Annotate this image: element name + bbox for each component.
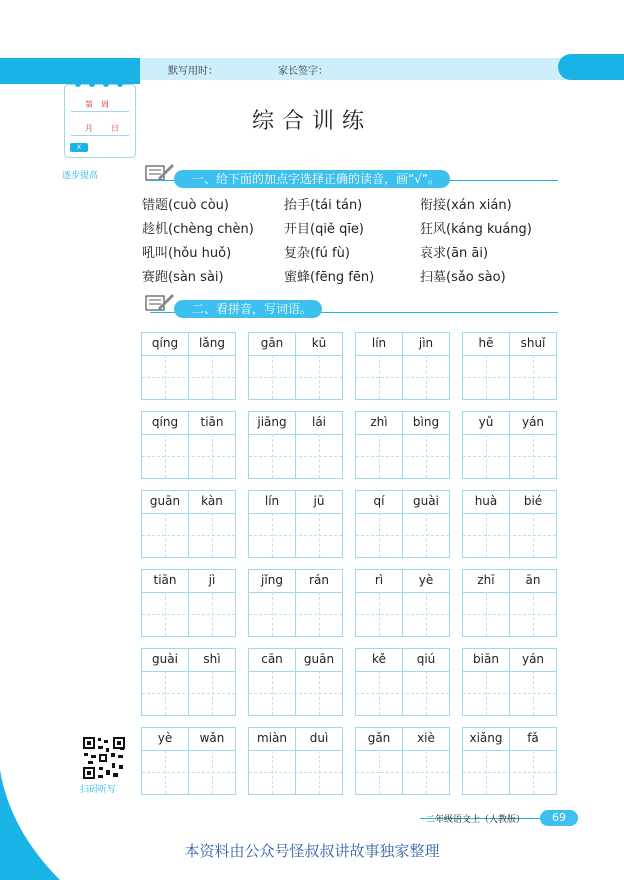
- pinyin-syllable: guān: [149, 494, 181, 508]
- grid-line: [142, 693, 235, 694]
- writing-box[interactable]: [141, 648, 236, 716]
- pinyin-syllable: jǐng: [261, 573, 283, 587]
- grid-line: [272, 355, 273, 399]
- writing-box[interactable]: [248, 490, 343, 558]
- reading-choice[interactable]: 抬手(tái tán): [284, 198, 363, 213]
- grid-line: [142, 456, 235, 457]
- grid-line: [379, 434, 380, 478]
- grid-line: [142, 772, 235, 773]
- pinyin-syllable: bìng: [412, 415, 440, 429]
- corner-decoration: [0, 770, 60, 880]
- ring-icon: [89, 81, 95, 87]
- grid-line: [356, 456, 449, 457]
- pinyin-syllable: qí: [373, 494, 385, 508]
- pinyin-syllable: kū: [311, 336, 327, 350]
- writing-box[interactable]: [355, 411, 450, 479]
- grid-line: [486, 671, 487, 715]
- qr-label: 扫码听写: [80, 785, 117, 795]
- grid-line: [319, 434, 320, 478]
- grid-line: [356, 614, 449, 615]
- grid-line: [426, 355, 427, 399]
- pinyin-syllable: guān: [303, 652, 335, 666]
- writing-box[interactable]: [141, 569, 236, 637]
- writing-box[interactable]: [248, 569, 343, 637]
- pinyin-syllable: miàn: [257, 731, 287, 745]
- pinyin-syllable: yán: [521, 652, 545, 666]
- grid-line: [272, 592, 273, 636]
- pinyin-syllable: rì: [374, 573, 384, 587]
- reading-choice[interactable]: 扫墓(sǎo sào): [420, 270, 506, 285]
- grid-line: [533, 355, 534, 399]
- grid-line: [486, 434, 487, 478]
- writing-box[interactable]: [462, 727, 557, 795]
- pinyin-syllable: duì: [309, 731, 329, 745]
- pinyin-syllable: hē: [478, 336, 494, 350]
- header-accent-right: [558, 54, 624, 80]
- week-label: 第 周: [85, 100, 109, 109]
- grid-line: [533, 671, 534, 715]
- reading-choice[interactable]: 衔接(xán xián): [420, 198, 512, 213]
- pinyin-syllable: kàn: [201, 494, 223, 508]
- pinyin-syllable: yè: [418, 573, 434, 587]
- pinyin-syllable: xiǎng: [469, 731, 503, 745]
- grid-line: [379, 750, 380, 794]
- grid-line: [463, 456, 556, 457]
- pinyin-syllable: wǎn: [199, 731, 225, 745]
- grid-line: [379, 671, 380, 715]
- grid-line: [379, 513, 380, 557]
- sign-label: 家长签字：: [278, 66, 328, 77]
- reading-choice[interactable]: 吼叫(hǒu huǒ): [142, 246, 232, 261]
- pinyin-syllable: shuǐ: [520, 336, 546, 350]
- grid-line: [272, 671, 273, 715]
- reading-choice[interactable]: 蜜蜂(fēng fēn): [284, 270, 375, 285]
- pinyin-syllable: kě: [372, 652, 386, 666]
- grid-line: [212, 355, 213, 399]
- writing-box[interactable]: [462, 569, 557, 637]
- grid-line: [463, 693, 556, 694]
- pinyin-syllable: biān: [473, 652, 499, 666]
- grid-line: [249, 456, 342, 457]
- writing-box[interactable]: [462, 332, 557, 400]
- grid-line: [142, 614, 235, 615]
- pinyin-syllable: yán: [521, 415, 545, 429]
- grid-line: [486, 592, 487, 636]
- grid-line: [463, 614, 556, 615]
- pinyin-syllable: qiú: [416, 652, 436, 666]
- credit-text: 本资料由公众号怪叔叔讲故事独家整理: [184, 843, 440, 860]
- grid-line: [212, 434, 213, 478]
- pinyin-syllable: tiān: [153, 573, 177, 587]
- pinyin-syllable: jū: [313, 494, 325, 508]
- writing-box[interactable]: [141, 411, 236, 479]
- page-title: 综合训练: [251, 109, 372, 134]
- pinyin-syllable: huà: [474, 494, 498, 508]
- grid-line: [426, 671, 427, 715]
- page-number: 69: [540, 810, 578, 826]
- grid-line: [272, 434, 273, 478]
- pinyin-syllable: gān: [260, 336, 284, 350]
- reading-choice[interactable]: 哀求(ān āi): [420, 246, 489, 261]
- writing-box[interactable]: [462, 648, 557, 716]
- grid-line: [533, 750, 534, 794]
- card-divider: [71, 135, 129, 136]
- grid-line: [165, 513, 166, 557]
- pinyin-syllable: yè: [157, 731, 173, 745]
- section2-heading: 二、看拼音，写词语。: [174, 300, 322, 318]
- writing-box[interactable]: [248, 411, 343, 479]
- grid-line: [249, 614, 342, 615]
- qr-code[interactable]: [82, 736, 126, 780]
- writing-box[interactable]: [248, 648, 343, 716]
- grid-line: [319, 592, 320, 636]
- reading-choice[interactable]: 狂风(káng kuáng): [420, 222, 532, 237]
- grid-line: [426, 750, 427, 794]
- grid-line: [426, 592, 427, 636]
- grid-line: [249, 772, 342, 773]
- section1-heading: 一、给下面的加点字选择正确的读音，画“√”。: [174, 170, 450, 188]
- ring-icon: [117, 81, 123, 87]
- grid-line: [486, 513, 487, 557]
- reading-choice[interactable]: 赛跑(sàn sài): [142, 270, 224, 285]
- side-label: 逐步提高: [62, 171, 99, 181]
- book-label: 二年级语文上（人教版）: [426, 815, 526, 825]
- pinyin-syllable: lǎng: [199, 336, 225, 350]
- grid-line: [272, 513, 273, 557]
- grid-line: [356, 693, 449, 694]
- pinyin-syllable: guài: [413, 494, 439, 508]
- pinyin-syllable: lín: [371, 336, 387, 350]
- pinyin-syllable: xiè: [417, 731, 435, 745]
- pinyin-syllable: jì: [208, 573, 216, 587]
- grid-line: [379, 355, 380, 399]
- grid-line: [212, 750, 213, 794]
- pinyin-syllable: ān: [525, 573, 541, 587]
- writing-box[interactable]: [141, 332, 236, 400]
- pinyin-syllable: zhī: [477, 573, 495, 587]
- writing-box[interactable]: [462, 490, 557, 558]
- pinyin-syllable: qíng: [151, 336, 179, 350]
- volume-badge: X: [70, 143, 88, 152]
- grid-line: [486, 355, 487, 399]
- grid-line: [319, 750, 320, 794]
- pinyin-syllable: fǎ: [527, 731, 539, 745]
- grid-line: [463, 772, 556, 773]
- ring-icon: [75, 81, 81, 87]
- pinyin-syllable: gǎn: [367, 731, 391, 745]
- writing-box[interactable]: [355, 648, 450, 716]
- grid-line: [533, 513, 534, 557]
- writing-box[interactable]: [248, 727, 343, 795]
- reading-choice[interactable]: 复杂(fú fù): [284, 246, 350, 261]
- grid-line: [319, 355, 320, 399]
- grid-line: [212, 671, 213, 715]
- writing-box[interactable]: [141, 490, 236, 558]
- pinyin-syllable: qíng: [151, 415, 179, 429]
- month-label: 月: [85, 124, 93, 133]
- writing-box[interactable]: [141, 727, 236, 795]
- writing-box[interactable]: [355, 569, 450, 637]
- grid-line: [379, 592, 380, 636]
- writing-box[interactable]: [462, 411, 557, 479]
- grid-line: [356, 772, 449, 773]
- pinyin-syllable: cān: [261, 652, 283, 666]
- grid-line: [533, 434, 534, 478]
- grid-line: [165, 355, 166, 399]
- grid-line: [426, 513, 427, 557]
- reading-choice[interactable]: 错题(cuò còu): [142, 198, 229, 213]
- grid-line: [249, 693, 342, 694]
- writing-box[interactable]: [355, 490, 450, 558]
- reading-choice[interactable]: 趁机(chèng chèn): [142, 222, 254, 237]
- pencil-icon: [144, 292, 174, 314]
- grid-line: [319, 513, 320, 557]
- pinyin-syllable: lín: [264, 494, 280, 508]
- pinyin-syllable: lái: [311, 415, 327, 429]
- grid-line: [356, 377, 449, 378]
- writing-box[interactable]: [248, 332, 343, 400]
- pinyin-syllable: yǔ: [478, 415, 494, 429]
- ring-icon: [103, 81, 109, 87]
- grid-line: [165, 750, 166, 794]
- grid-line: [356, 535, 449, 536]
- reading-choice[interactable]: 开目(qiě qīe): [284, 222, 364, 237]
- pinyin-syllable: shì: [203, 652, 221, 666]
- grid-line: [212, 513, 213, 557]
- grid-line: [249, 377, 342, 378]
- pinyin-syllable: tiān: [200, 415, 224, 429]
- pinyin-syllable: guài: [152, 652, 178, 666]
- day-label: 日: [111, 124, 119, 133]
- grid-line: [165, 671, 166, 715]
- pinyin-syllable: bié: [523, 494, 543, 508]
- pinyin-syllable: rán: [309, 573, 329, 587]
- grid-line: [463, 377, 556, 378]
- grid-line: [142, 535, 235, 536]
- pinyin-syllable: jiāng: [257, 415, 287, 429]
- time-label: 默写用时：: [168, 66, 218, 77]
- grid-line: [486, 750, 487, 794]
- grid-line: [463, 535, 556, 536]
- grid-line: [165, 592, 166, 636]
- pinyin-syllable: jìn: [418, 336, 434, 350]
- grid-line: [249, 535, 342, 536]
- grid-line: [319, 671, 320, 715]
- writing-box[interactable]: [355, 727, 450, 795]
- grid-line: [272, 750, 273, 794]
- pinyin-syllable: zhì: [370, 415, 388, 429]
- grid-line: [142, 377, 235, 378]
- grid-line: [212, 592, 213, 636]
- grid-line: [533, 592, 534, 636]
- grid-line: [165, 434, 166, 478]
- grid-line: [426, 434, 427, 478]
- writing-box[interactable]: [355, 332, 450, 400]
